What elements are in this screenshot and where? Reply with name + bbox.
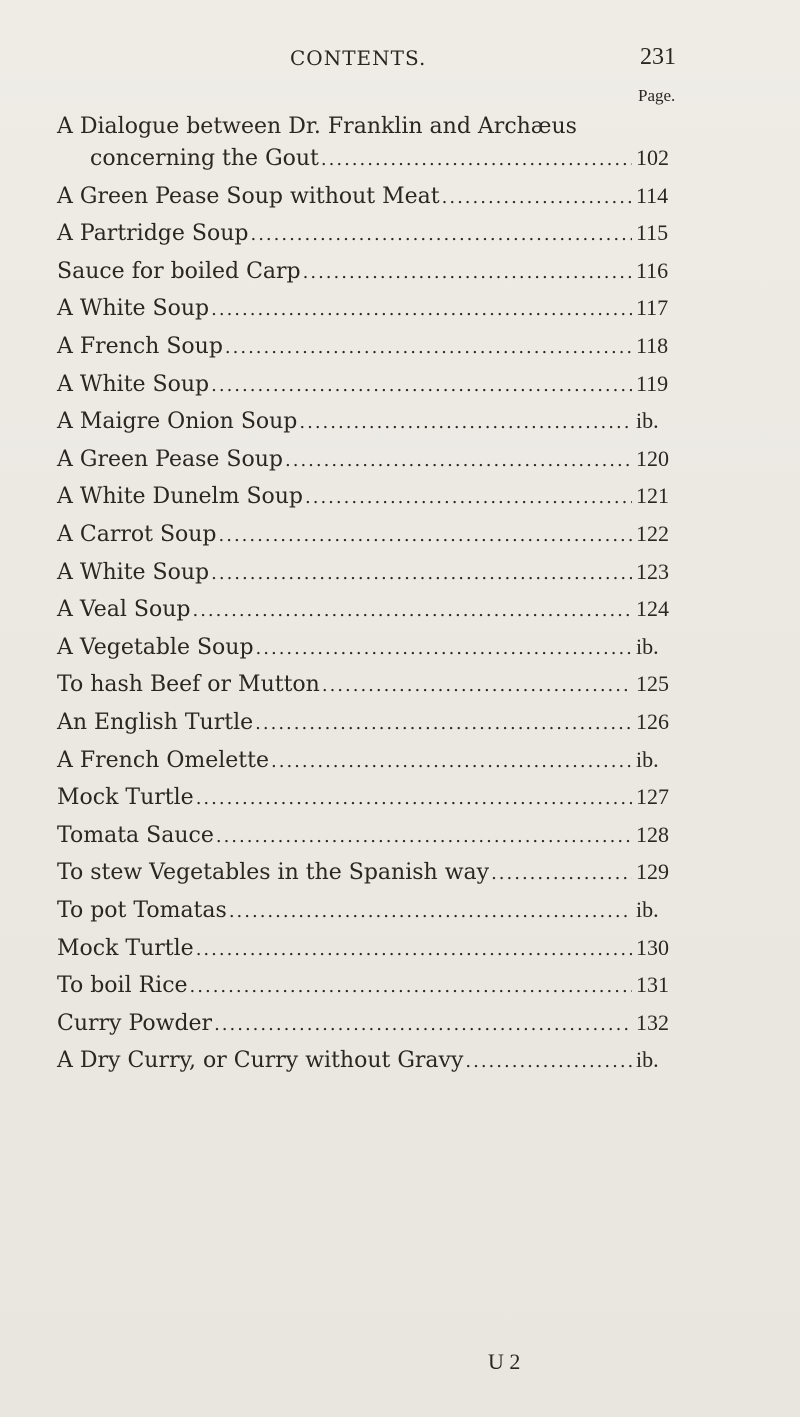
toc-entry-title: Curry Powder xyxy=(57,1011,213,1036)
toc-entry-title: To pot Tomatas xyxy=(57,898,227,923)
toc-entry-page: 120 xyxy=(636,446,669,471)
toc-entry xyxy=(57,446,670,480)
toc-entry-title: concerning the Gout xyxy=(90,146,319,171)
toc-entry-title: To hash Beef or Mutton xyxy=(57,672,320,697)
toc-entry-title: A Maigre Onion Soup xyxy=(57,409,298,434)
toc-entry-page: 121 xyxy=(636,483,669,508)
toc-entry-page: 115 xyxy=(636,220,669,245)
dot-leader xyxy=(271,751,632,772)
toc-entry-title: A French Soup xyxy=(57,334,223,359)
dot-leader xyxy=(303,262,632,283)
toc-entry-page: 129 xyxy=(636,859,669,884)
toc-entry xyxy=(57,671,670,705)
dot-leader xyxy=(285,450,632,471)
dot-leader xyxy=(211,299,632,320)
toc-entry-page: 117 xyxy=(636,295,669,320)
toc-entry-title: Tomata Sauce xyxy=(57,823,214,848)
toc-entry-title: Mock Turtle xyxy=(57,785,194,810)
toc-entry-title: A White Soup xyxy=(57,372,210,397)
toc-entry-title: Sauce for boiled Carp xyxy=(57,259,301,284)
dot-leader xyxy=(216,826,632,847)
toc-entry-first-line: A Dialogue between Dr. Franklin and Archæus xyxy=(57,114,577,139)
dot-leader xyxy=(465,1051,632,1072)
dot-leader xyxy=(225,337,632,358)
toc-entry xyxy=(57,709,670,743)
running-title: CONTENTS. xyxy=(290,46,427,70)
toc-entry xyxy=(57,521,670,555)
toc-entry xyxy=(57,935,670,969)
toc-entry xyxy=(57,784,670,818)
toc-entry-title: A Veal Soup xyxy=(57,597,191,622)
toc-entry xyxy=(57,596,670,630)
toc-entry-title: An English Turtle xyxy=(57,710,254,735)
toc-entry xyxy=(57,371,670,405)
page-number: 231 xyxy=(640,44,676,70)
dot-leader xyxy=(229,901,632,922)
toc-entry-title: A Partridge Soup xyxy=(57,221,249,246)
toc-entry-page: ib. xyxy=(636,634,659,659)
toc-entry xyxy=(57,295,670,329)
dot-leader xyxy=(322,675,632,696)
toc-entry-title: A Green Pease Soup without Meat xyxy=(57,184,440,209)
dot-leader xyxy=(211,563,632,584)
toc-entry-page: ib. xyxy=(636,897,659,922)
dot-leader xyxy=(214,1014,632,1035)
toc-entry xyxy=(57,258,670,292)
toc-entry xyxy=(57,972,670,1006)
dot-leader xyxy=(491,863,632,884)
toc-entry-page: 125 xyxy=(636,671,669,696)
dot-leader xyxy=(219,525,632,546)
dot-leader xyxy=(196,939,632,960)
toc-entry-page: ib. xyxy=(636,1047,659,1072)
toc-entry xyxy=(57,634,670,668)
toc-entry-title: To stew Vegetables in the Spanish way xyxy=(57,860,490,885)
dot-leader xyxy=(305,487,632,508)
toc-entry-title: A Carrot Soup xyxy=(57,522,217,547)
toc-entry-title: A French Omelette xyxy=(57,748,270,773)
dot-leader xyxy=(299,412,632,433)
toc-entry xyxy=(57,183,670,217)
toc-entry xyxy=(57,1010,670,1044)
toc-entry xyxy=(90,145,670,179)
dot-leader xyxy=(211,375,632,396)
toc-entry xyxy=(57,408,670,442)
toc-entry xyxy=(57,483,670,517)
toc-entry-page: 116 xyxy=(636,258,669,283)
toc-entry-title: A Vegetable Soup xyxy=(57,635,254,660)
toc-entry-title: A White Soup xyxy=(57,296,210,321)
toc-entry-page: 127 xyxy=(636,784,669,809)
dot-leader xyxy=(321,149,632,170)
dot-leader xyxy=(255,713,632,734)
toc-entry-page: 114 xyxy=(636,183,669,208)
toc-entry-title: A Green Pease Soup xyxy=(57,447,283,472)
toc-entry-page: 132 xyxy=(636,1010,669,1035)
signature-mark: U 2 xyxy=(488,1349,521,1374)
toc-entry-title: A Dry Curry, or Curry without Gravy xyxy=(57,1048,464,1073)
toc-entry-page: 126 xyxy=(636,709,669,734)
toc-entry-title: A White Dunelm Soup xyxy=(57,484,304,509)
dot-leader xyxy=(250,224,632,245)
toc-entry-page: ib. xyxy=(636,408,659,433)
dot-leader xyxy=(196,788,632,809)
toc-entry-page: 123 xyxy=(636,559,669,584)
dot-leader xyxy=(442,187,632,208)
toc-entry-page: 128 xyxy=(636,822,669,847)
toc-entry-page: 102 xyxy=(636,145,669,170)
toc-entry-page: 130 xyxy=(636,935,669,960)
toc-entry-title: Mock Turtle xyxy=(57,936,194,961)
toc-entry xyxy=(57,822,670,856)
toc-entry-page: 124 xyxy=(636,596,669,621)
toc-entry-page: 119 xyxy=(636,371,669,396)
toc-entry-page: 118 xyxy=(636,333,669,358)
toc-entry xyxy=(57,333,670,367)
toc-entry-title: A White Soup xyxy=(57,560,210,585)
toc-entry xyxy=(57,559,670,593)
toc-entry-page: 122 xyxy=(636,521,669,546)
dot-leader xyxy=(192,600,632,621)
dot-leader xyxy=(190,976,632,997)
dot-leader xyxy=(256,638,632,659)
toc-entry-page: 131 xyxy=(636,972,669,997)
toc-entry xyxy=(57,897,670,931)
toc-entry xyxy=(57,747,670,781)
toc-entry-title: To boil Rice xyxy=(57,973,188,998)
toc-entry xyxy=(57,859,670,893)
toc-entry xyxy=(57,1047,670,1081)
toc-entry xyxy=(57,220,670,254)
toc-entry-page: ib. xyxy=(636,747,659,772)
page-column-label: Page. xyxy=(638,86,676,105)
